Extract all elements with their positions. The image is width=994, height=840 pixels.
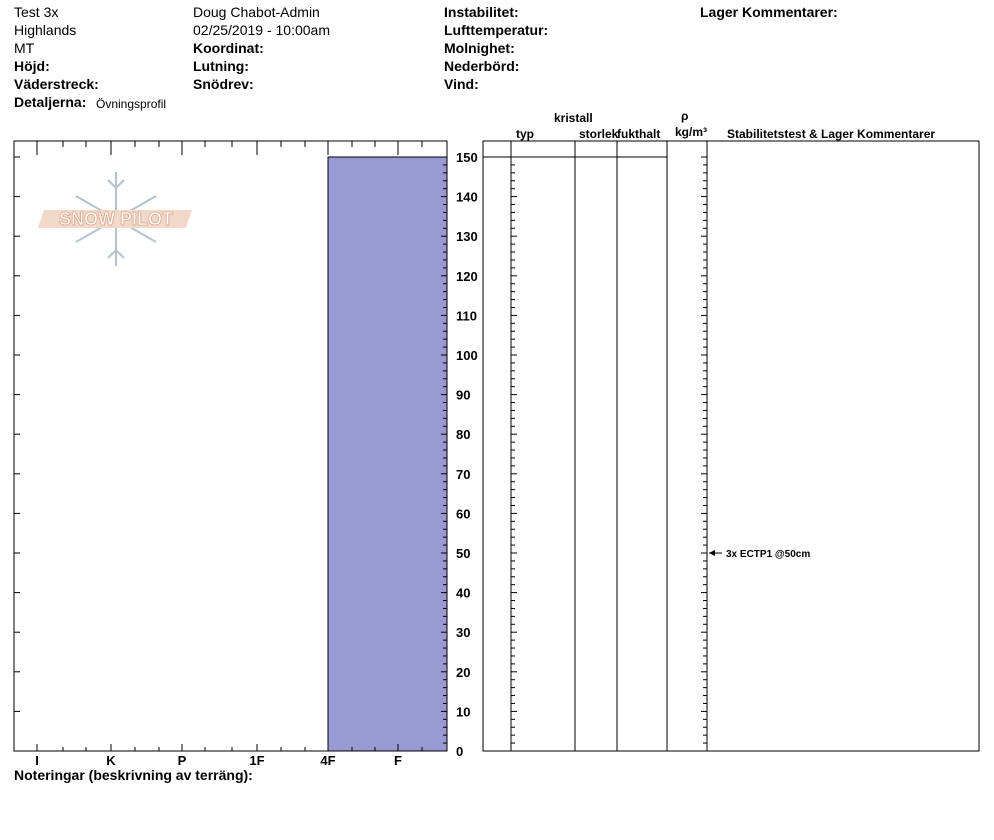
instability-label: Instabilitet: [444,4,519,20]
header-density-unit: kg/m³ [675,125,708,139]
sky-cover-label: Molnighet: [444,40,515,56]
header-size: storlek [579,127,619,141]
hardness-tick-label-1F: 1F [249,753,265,768]
header-stability: Stabilitetstest & Lager Kommentarer [727,127,936,141]
air-temperature-label: Lufttemperatur: [444,22,549,38]
y-tick-label: 40 [456,585,471,601]
y-tick-label: 150 [456,150,478,165]
elevation-label: Höjd: [14,58,50,74]
terrain-notes-label: Noteringar (beskrivning av terräng): [14,767,253,783]
hardness-tick-label-P: P [177,753,187,768]
wind-loading-label: Snödrev: [193,76,254,92]
observation-datetime: 02/25/2019 - 10:00am [193,22,330,38]
y-tick-label: 50 [456,546,471,561]
y-tick-label: 140 [456,189,478,205]
y-tick-label: 0 [456,744,464,759]
y-tick-label: 20 [456,664,471,680]
hardness-tick-label-4F: 4F [320,753,336,768]
logo-text: SNOW PILOT [59,209,173,229]
hardness-tick-label-F: F [394,753,402,768]
details-value: Övningsprofil [96,97,167,111]
profile-table-frame [483,141,979,751]
header-density-symbol: ρ [681,109,689,123]
details-label: Detaljerna: [14,94,87,110]
y-tick-label: 90 [456,387,471,403]
header-crystal: kristall [554,111,593,125]
layer-comments-label: Lager Kommentarer: [700,4,838,20]
location-state: MT [14,40,35,56]
precipitation-label: Nederbörd: [444,58,520,74]
y-tick-label: 130 [456,229,478,245]
y-tick-label: 10 [456,704,471,720]
hardness-tick-label-I: I [35,753,39,768]
y-tick-label: 30 [456,625,471,641]
slope-label: Lutning: [193,58,249,74]
header-type: typ [516,127,534,141]
observer-name: Doug Chabot-Admin [193,4,320,20]
y-tick-label: 70 [456,466,471,482]
hardness-tick-label-K: K [106,753,116,768]
location-name: Test 3x [14,4,59,20]
header-moisture: fukthalt [617,127,661,141]
location-range: Highlands [14,22,77,38]
stability-test-arrowhead [709,550,715,556]
wind-label: Vind: [444,76,479,92]
aspect-label: Väderstreck: [14,76,99,92]
stability-test-text-0: 3x ECTP1 @50cm [726,549,811,560]
y-tick-label: 60 [456,506,471,522]
hardness-layer-bar-0 [328,157,447,751]
coordinate-label: Koordinat: [193,40,264,56]
y-tick-label: 100 [456,348,478,363]
y-tick-label: 110 [456,308,477,324]
y-tick-label: 80 [456,427,471,443]
y-tick-label: 120 [456,268,478,284]
